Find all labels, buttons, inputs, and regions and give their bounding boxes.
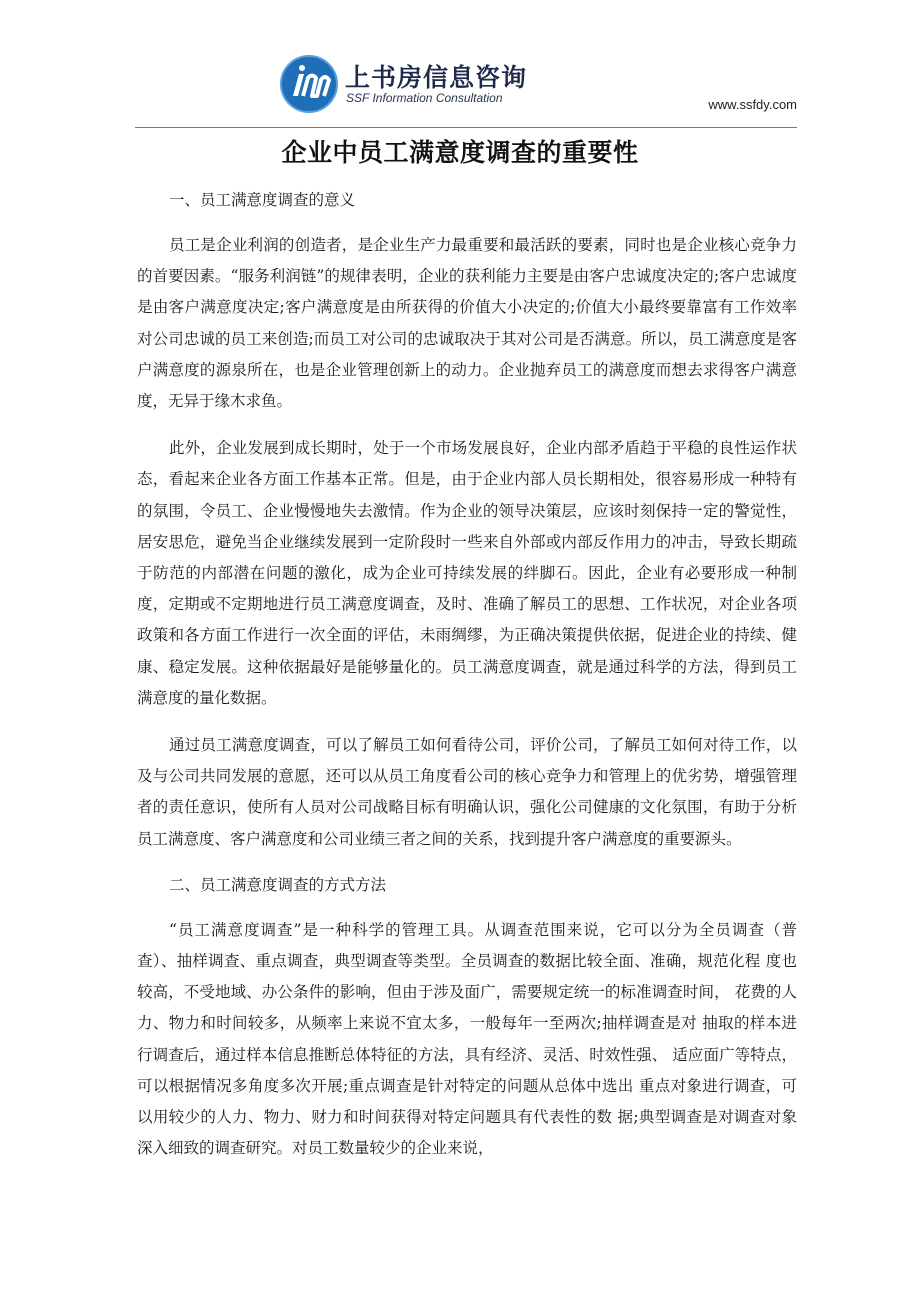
brand-name-en: SSF Information Consultation (346, 91, 503, 105)
page-header (135, 48, 797, 128)
header-divider (135, 127, 797, 128)
document-body (137, 186, 797, 1180)
document-title: 企业中员工满意度调查的重要性 (281, 138, 639, 167)
paragraph-1: 员工是企业利润的创造者，是企业生产力最重要和最活跃的要素，同时也是企业核心竞争力的首要因素。“服务利润链”的规律表明，企业的获利能力主要是由客户忠诚度决定的;客户忠诚度是由客户满意度决定;客户满意度是由所获得的价值大小决定的;价值大小最终要靠富有工作效率对公司忠诚的员工来创造;而员工对公司的忠诚取决于其对公司是否满意。所以，员工满意度是客户满意度的源泉所在，也是企业管理创新上的动力。企业抛弃员工的满意度而想去求得客户满意度，无异于缘木求鱼。 (137, 236, 797, 411)
ssf-logo-icon (279, 54, 339, 114)
paragraph-3: 通过员工满意度调查，可以了解员工如何看待公司，评价公司，了解员工如何对待工作，以及与公司共同发展的意愿，还可以从员工角度看公司的核心竞争力和管理上的优劣势，增强管理者的责任意识，使所有人员对公司战略目标有明确认识，强化公司健康的文化氛围，有助于分析员工满意度、客户满意度和公司业绩三者之间的关系，找到提升客户满意度的重要源头。 (137, 736, 797, 848)
paragraph-2: 此外，企业发展到成长期时，处于一个市场发展良好，企业内部矛盾趋于平稳的良性运作状态，看起来企业各方面工作基本正常。但是，由于企业内部人员长期相处，很容易形成一种特有的氛围，令员工、企业慢慢地失去激情。作为企业的领导决策层，应该时刻保持一定的警觉性，居安思危，避免当企业继续发展到一定阶段时一些来自外部或内部反作用力的冲击，导致长期疏于防范的内部潜在问题的激化，成为企业可持续发展的绊脚石。因此，企业有必要形成一种制度，定期或不定期地进行员工满意度调查，及时、准确了解员工的思想、工作状况，对企业各项政策和各方面工作进行一次全面的评估，未雨绸缪，为正确决策提供依据，促进企业的持续、健康、稳定发展。这种依据最好是能够量化的。员工满意度调查，就是通过科学的方法，得到员工满意度的量化数据。 (137, 439, 797, 707)
section-heading-2: 二、员工满意度调查的方式方法 (169, 875, 387, 894)
brand-name-cn: 上书房信息咨询 (345, 63, 528, 92)
section-heading-1: 一、员工满意度调查的意义 (169, 191, 356, 209)
website-url[interactable]: www.ssfdy.com (708, 97, 797, 112)
paragraph-4: “员工满意度调查”是一种科学的管理工具。从调查范围来说，它可以分为全员调查（普 查）、抽样调查、重点调查，典型调查等类型。全员调查的数据比较全面、准确，规范化程 度也较高，不受地域、办公条件的影响，但由于涉及面广，需要规定统一的标准调查时间， 花费的人力、物力和时间较多，从频率上来说不宜太多，一般每年一至两次;抽样调查是对 抽取的样本进行调查后，通过样本信息推断总体特征的方法，具有经济、灵活、时效性强、 适应面广等特点，可以根据情况多角度多次开展;重点调查是针对特定的问题从总体中选出 重点对象进行调查，可以用较少的人力、物力、财力和时间获得对特定问题具有代表性的数 据;典型调查是对调查对象深入细致的调查研究。对员工数量较少的企业来说， (137, 920, 797, 1158)
